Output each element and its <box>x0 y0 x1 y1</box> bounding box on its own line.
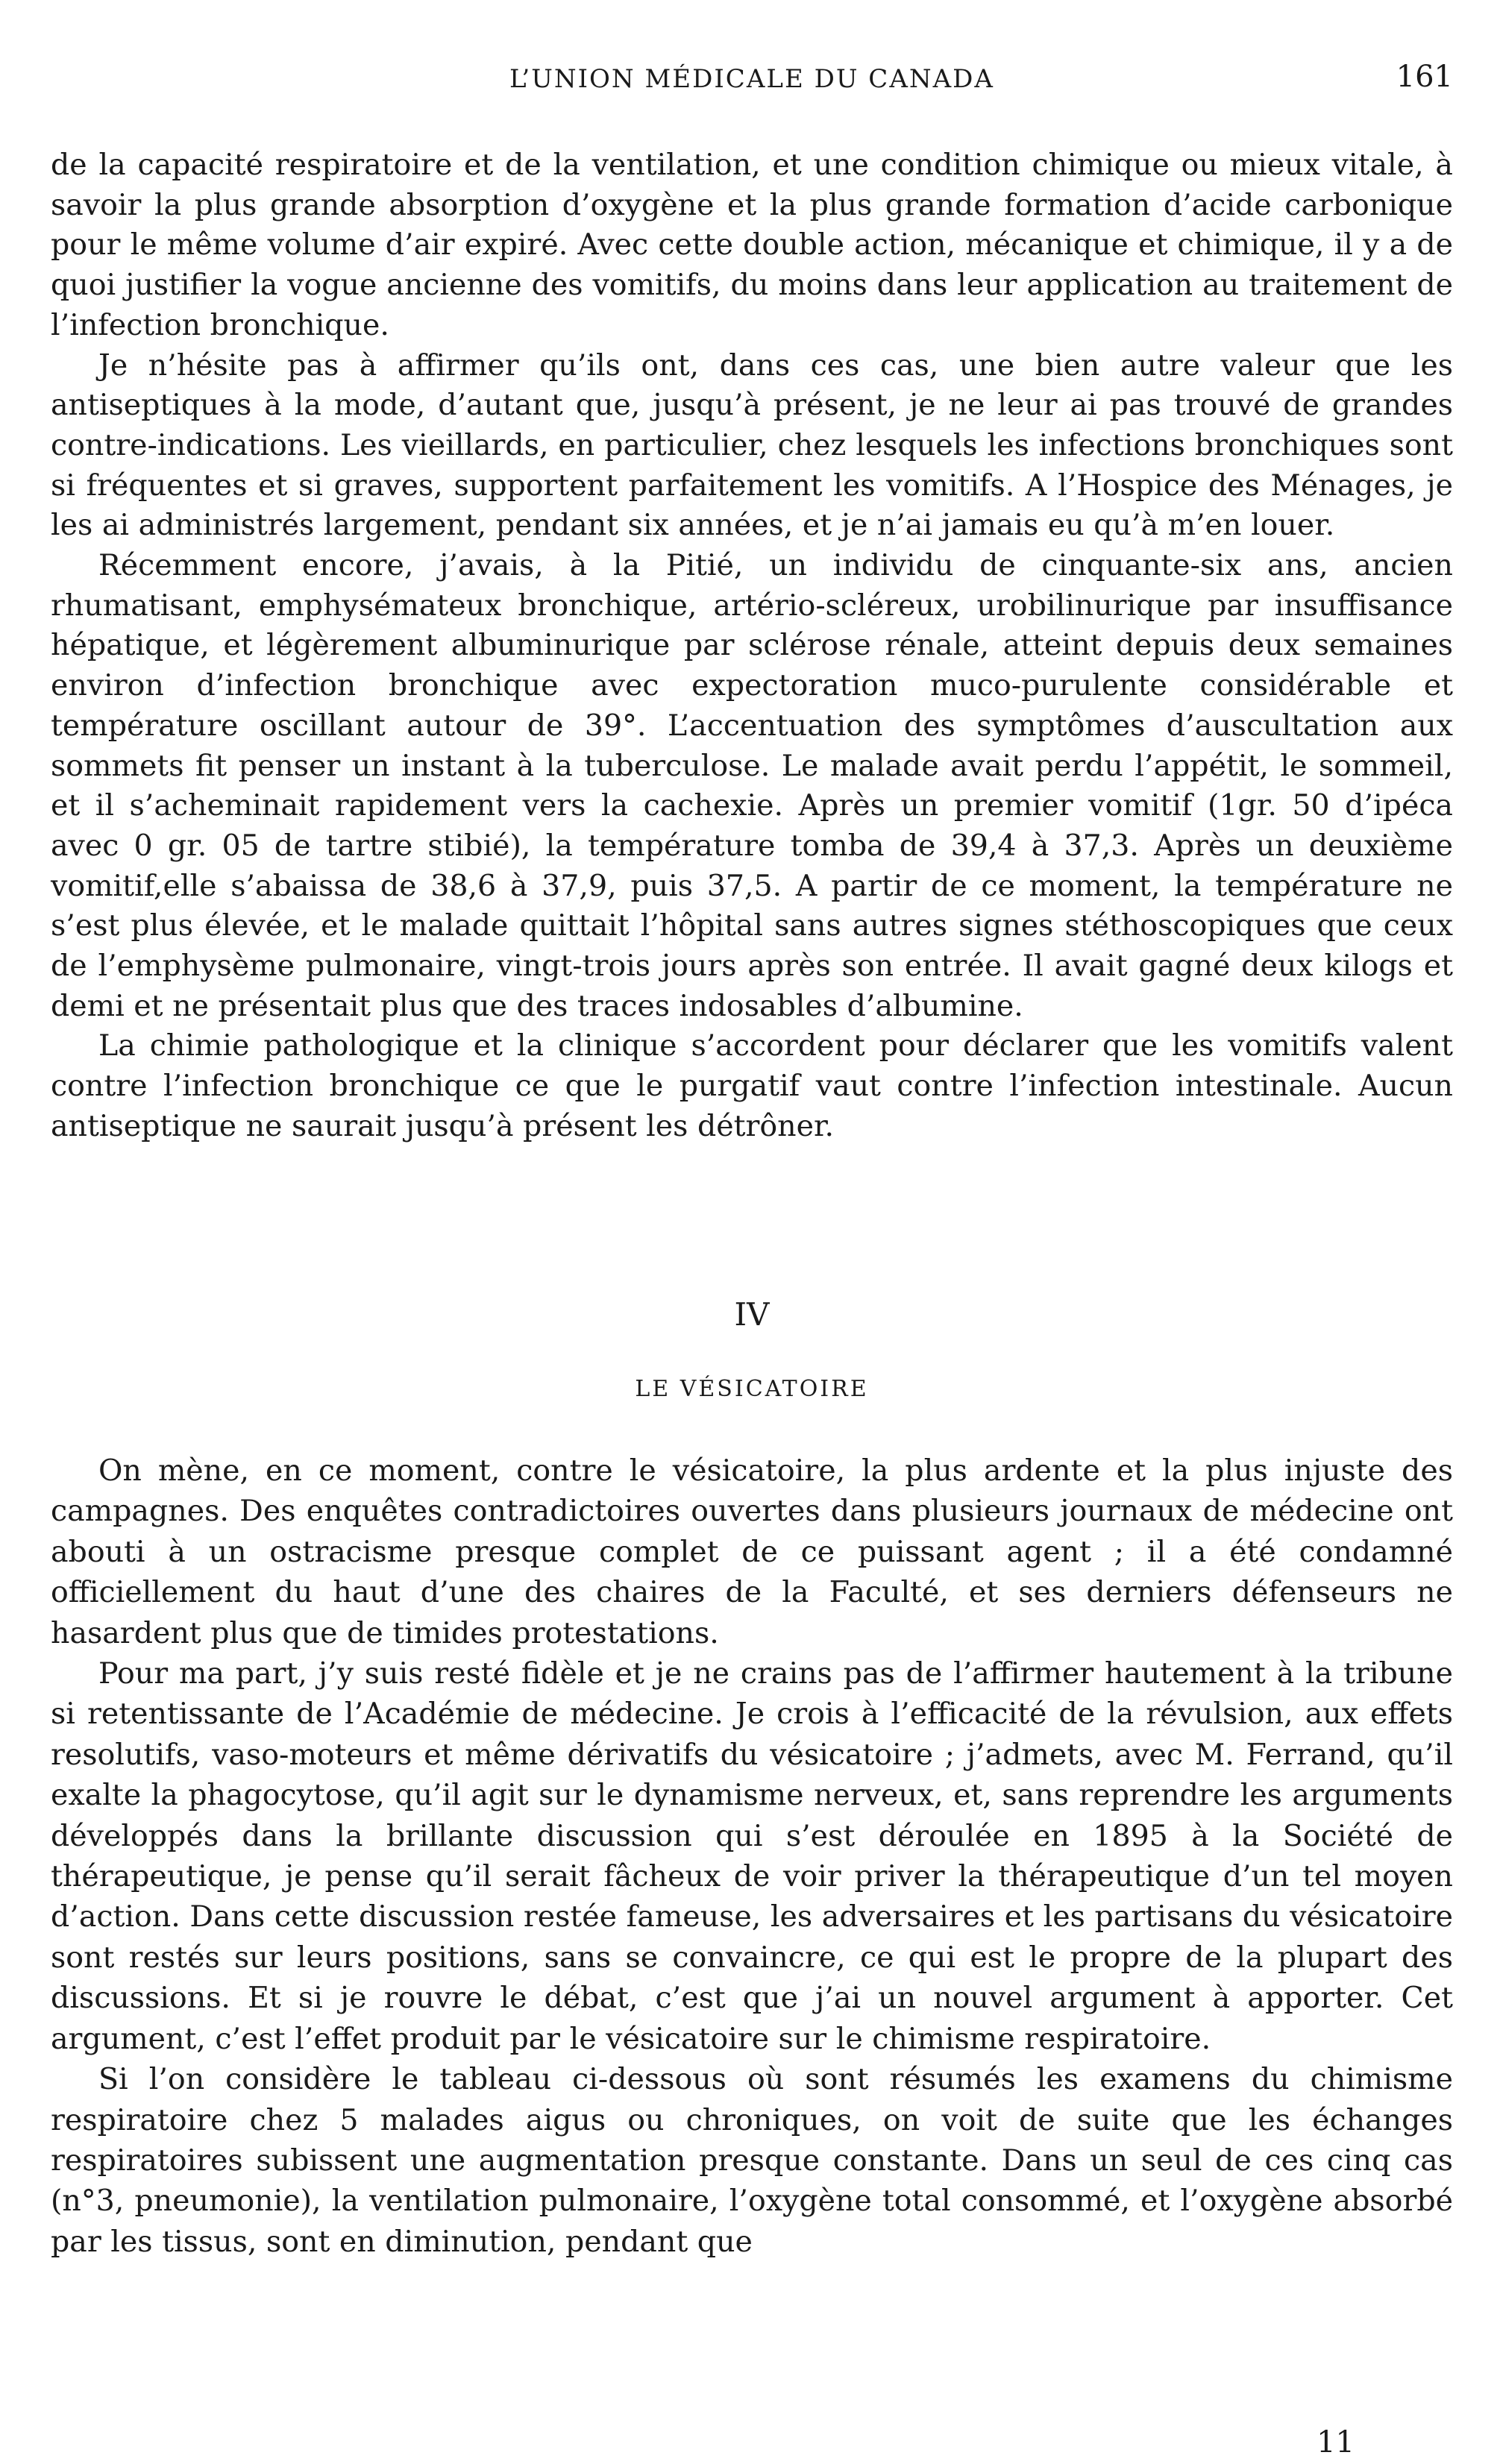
section-body-text <box>51 1451 1453 2262</box>
paragraph-4: La chimie pathologique et la clinique s’accordent pour déclarer que les vomitifs valent contre l’infection bronchique ce que le purgatif vaut contre l’infection intestinale. Aucun antiseptique ne saurait jusqu’à présent les détrôner. <box>51 1028 1453 1143</box>
section-number: IV <box>734 1296 770 1333</box>
paragraph-3: Récemment encore, j’avais, à la Pitié, un individu de cinquante-six ans, ancien rhumatisant, emphysémateux bronchique, artério-scléreux, urobilinurique par insuffisance hépatique, et légèrement albuminurique par sclérose rénale, atteint depuis deux semaines environ d’infection bronchique avec expectoration muco-purulente considérable et température oscillant autour de 39°. L’accentuation des symptômes d’auscultation aux sommets fit penser un instant à la tuberculose. Le malade avait perdu l’appétit, le sommeil, et il s’acheminait rapidement vers la cachexie. Après un premier vomitif (1gr. 50 d’ipéca avec 0 gr. 05 de tartre stibié), la température tomba de 39,4 à 37,3. Après un deuxième vomitif,elle s’abaissa de 38,6 à 37,9, puis 37,5. A partir de ce moment, la température ne s’est plus élevée, et le malade quittait l’hôpital sans autres signes stéthoscopiques que ceux de l’emphysème pulmonaire, vingt-trois jours après son entrée. Il avait gagné deux kilogs et demi et ne présentait plus que des traces indosables d’albumine. <box>51 548 1453 1023</box>
page-number: 161 <box>1396 60 1453 94</box>
paragraph-2: Je n’hésite pas à affirmer qu’ils ont, dans ces cas, une bien autre valeur que les antiseptiques à la mode, d’autant que, jusqu’à présent, je ne leur ai pas trouvé de grandes contre-indications. Les vieillards, en particulier, chez lesquels les infections bronchiques sont si fréquentes et si graves, supportent parfaitement les vomitifs. A l’Hospice des Ménages, je les ai administrés largement, pendant six années, et je n’ai jamais eu qu’à m’en louer. <box>51 348 1453 543</box>
signature-mark: 11 <box>1317 2425 1355 2460</box>
paragraph-5: On mène, en ce moment, contre le vésicatoire, la plus ardente et la plus injuste des campagnes. Des enquêtes contradictoires ouvertes dans plusieurs journaux de médecine ont abouti à un ostracisme presque complet de ce puissant agent ; il a été condamné officiellement du haut d’une des chaires de la Faculté, et ses derniers défenseurs ne hasardent plus que de timides protestations. <box>51 1453 1453 1650</box>
page-header <box>51 60 1453 109</box>
running-title: L’UNION MÉDICALE DU CANADA <box>509 64 994 94</box>
body-text <box>51 145 1453 1147</box>
paragraph-6: Pour ma part, j’y suis resté fidèle et je ne crains pas de l’affirmer hautement à la tribune si retentissante de l’Académie de médecine. Je crois à l’efficacité de la révulsion, aux effets resolutifs, vaso-moteurs et même dérivatifs du vésicatoire ; j’admets, avec M. Ferrand, qu’il exalte la phagocytose, qu’il agit sur le dynamisme nerveux, et, sans reprendre les arguments développés dans la brillante discussion qui s’est déroulée en 1895 à la Société de thérapeutique, je pense qu’il serait fâcheux de voir priver la thérapeutique d’un tel moyen d’action. Dans cette discussion restée fameuse, les adversaires et les partisans du vésicatoire sont restés sur leurs positions, sans se convaincre, ce qui est le propre de la plupart des discussions. Et si je rouvre le débat, c’est que j’ai un nouvel argument à apporter. Cet argument, c’est l’effet produit par le vésicatoire sur le chimisme respiratoire. <box>51 1656 1453 2056</box>
document-page <box>51 0 1453 2464</box>
paragraph-1: de la capacité respiratoire et de la ventilation, et une condition chimique ou mieux vitale, à savoir la plus grande absorption d’oxygène et la plus grande formation d’acide carbonique pour le même volume d’air expiré. Avec cette double action, mécanique et chimique, il y a de quoi justifier la vogue ancienne des vomitifs, du moins dans leur application au traitement de l’infection bronchique. <box>51 148 1453 342</box>
section-title: LE VÉSICATOIRE <box>635 1376 869 1402</box>
paragraph-7: Si l’on considère le tableau ci-dessous où sont résumés les examens du chimisme respiratoire chez 5 malades aigus ou chroniques, on voit de suite que les échanges respiratoires subissent une augmentation presque constante. Dans un seul de ces cinq cas (n°3, pneumonie), la ventilation pulmonaire, l’oxygène total consommé, et l’oxygène absorbé par les tissus, sont en diminution, pendant que <box>51 2062 1453 2259</box>
